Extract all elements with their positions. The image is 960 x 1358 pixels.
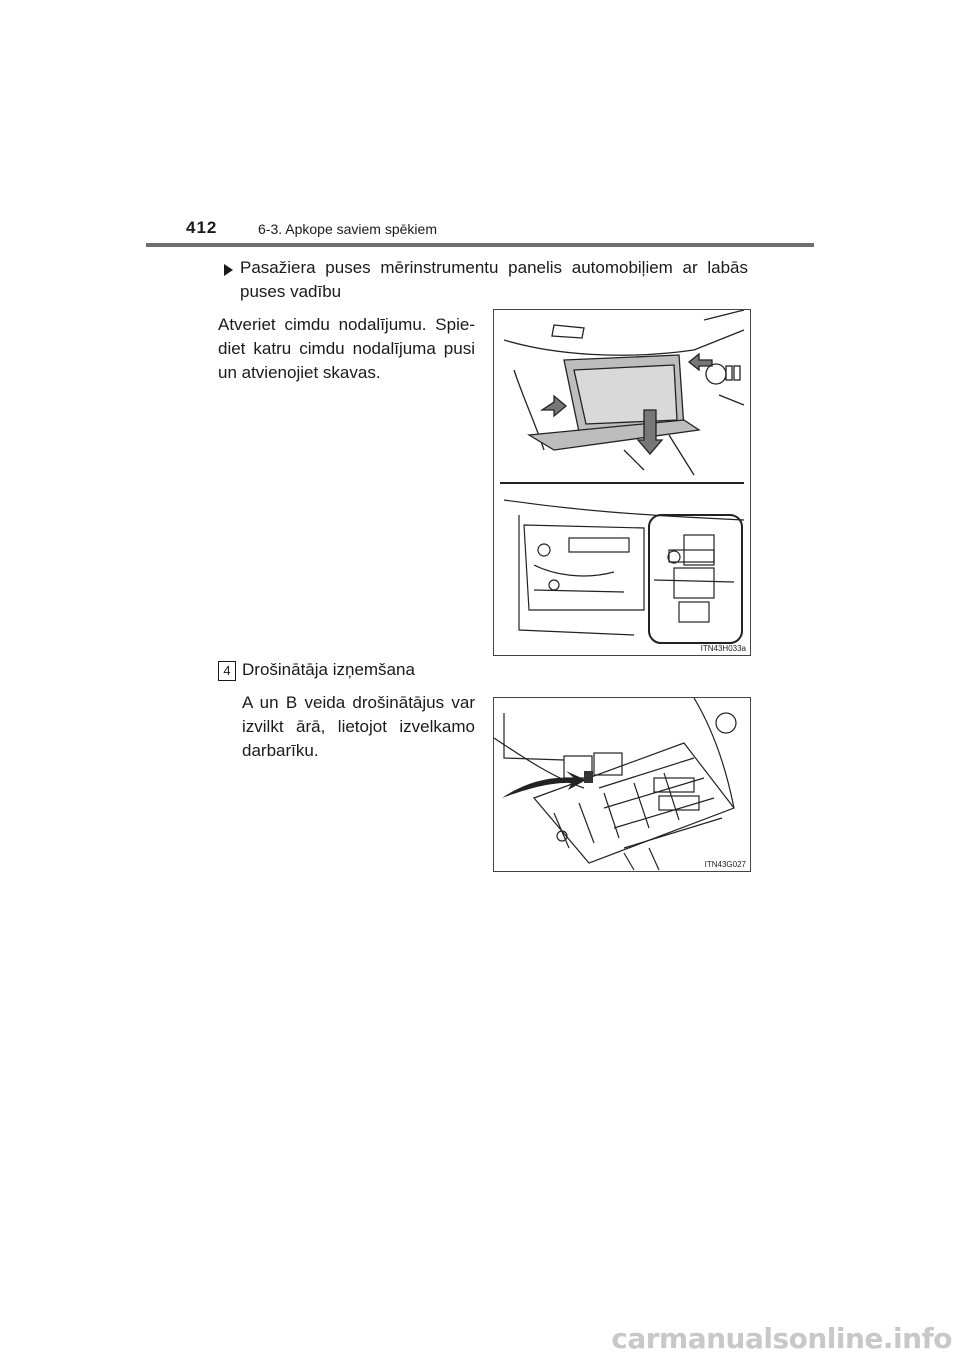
figure-code: ITN43H033a: [700, 644, 746, 653]
figure-code: ITN43G027: [704, 860, 746, 869]
page-number: 412: [186, 218, 218, 237]
header-divider: [146, 243, 814, 247]
glovebox-instruction: Atveriet cimdu nodalījumu. Spie-diet katru cimdu nodalījuma pusi un atvienojiet skavas.: [218, 315, 475, 382]
watermark: carmanualsonline.info: [611, 1322, 952, 1355]
fuse-box-drawing: [494, 698, 750, 871]
section-title: 6-3. Apkope saviem spēkiem: [258, 221, 437, 237]
step-number-badge: 4: [218, 661, 236, 681]
glovebox-illustration: [493, 309, 751, 656]
step-title: Drošinātāja izņemšana: [242, 660, 415, 679]
triangle-arrow-icon: [224, 264, 233, 276]
glovebox-drawing: [494, 310, 750, 655]
fuse-illustration: [493, 697, 751, 872]
bullet-item: [218, 256, 748, 304]
fuse-instruction: A un B veida drošinātājus var izvilkt ārā, lietojot izvelkamo darbarīku.: [242, 693, 475, 760]
bullet-text: Pasažiera puses mērinstrumentu panelis automobiļiem ar labās puses vadību: [240, 258, 748, 301]
